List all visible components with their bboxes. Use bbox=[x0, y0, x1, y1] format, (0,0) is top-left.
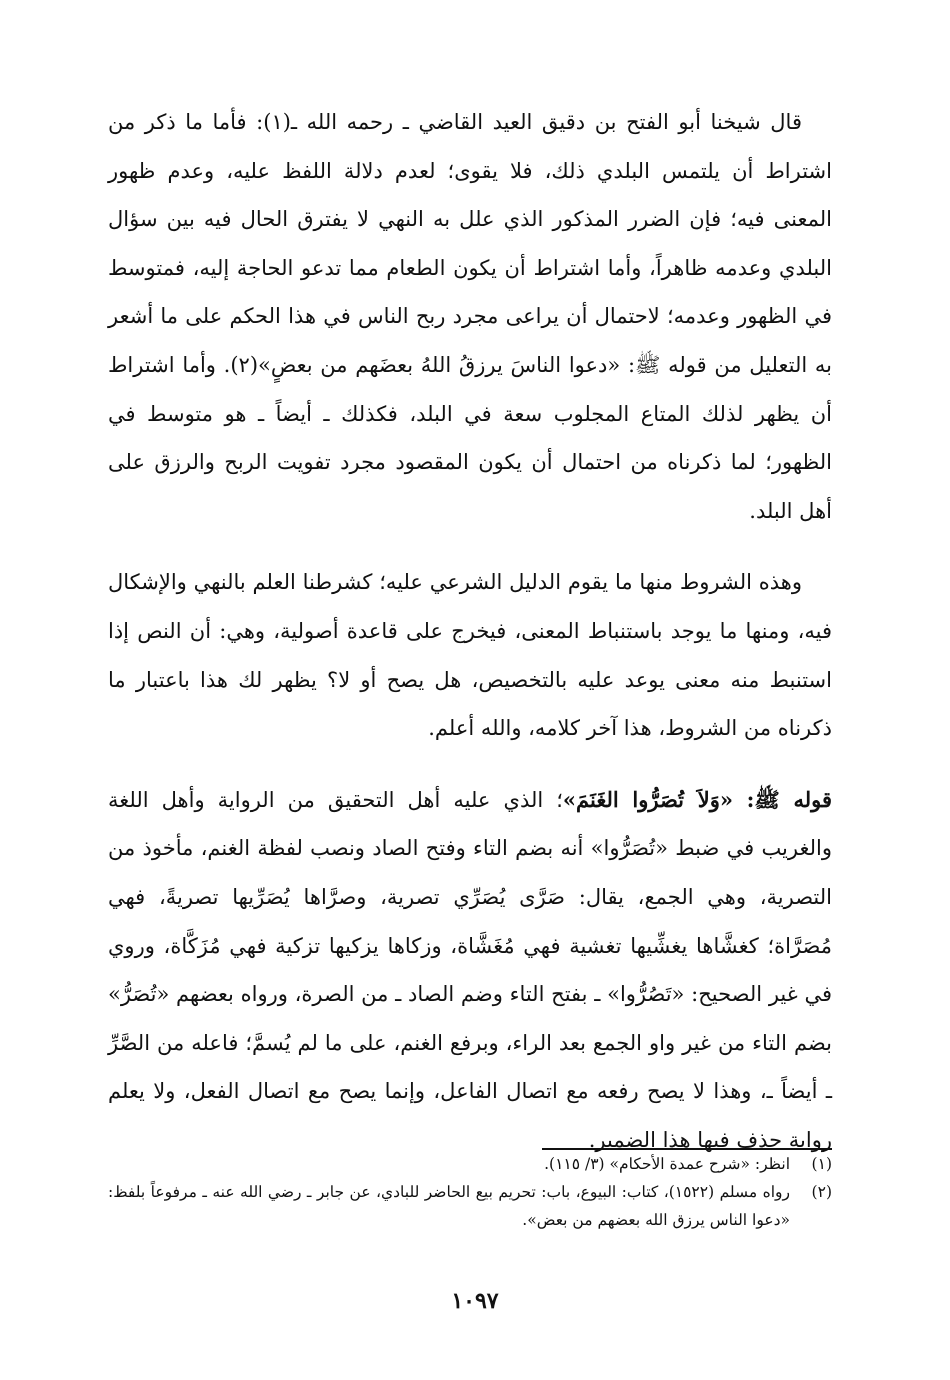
paragraph-3-text: ؛ الذي عليه أهل التحقيق من الرواية وأهل اللغة والغريب في ضبط «تُصَرُّوا» أنه بضم التاء وفتح الصاد ونصب لفظة الغنم، مأخوذ من التصرية، وهي الجمع، يقال: صَرَّى يُصَرِّي تصرية، وصرَّاها يُصَرِّيها تصريةً، فهي مُصَرَّاة؛ كغشَّاها يغشِّيها تغشية فهي مُغَشَّاة، وزكاها يزكيها تزكية فهي مُزَكَّاة، وروي في غير الصحيح: «تَصُرُّوا» ـ بفتح التاء وضم الصاد ـ من الصرة، ورواه بعضهم «تُصَرُّ» بضم التاء من غير واو الجمع بعد الراء، وبرفع الغنم، على ما لم يُسمَّ؛ فاعله من الصَّرِّ ـ أيضاً ـ، وهذا لا يصح رفعه مع اتصال الفاعل، وإنما يصح مع اتصال الفعل، ولا يعلم رواية حذف فيها هذا الضمير. bbox=[108, 787, 832, 1152]
paragraph-3 bbox=[108, 776, 832, 1165]
page-number: ١٠٩٧ bbox=[451, 1288, 499, 1314]
paragraph-2-text: وهذه الشروط منها ما يقوم الدليل الشرعي عليه؛ كشرطنا العلم بالنهي والإشكال فيه، ومنها ما يوجد باستنباط المعنى، فيخرج على قاعدة أصولية، وهي: أن النص إذا استنبط منه معنى يوعد عليه بالتخصيص، هل يصح أو لا؟ يظهر لك هذا باعتبار ما ذكرناه من الشروط، هذا آخر كلامه، والله أعلم. bbox=[108, 570, 832, 741]
hadith-lead: قوله ﷺ: «وَلاَ تُصَرُّوا الغَنَمَ» bbox=[562, 786, 832, 812]
footnote-number: (٢) bbox=[811, 1183, 832, 1201]
footnotes bbox=[108, 1150, 832, 1234]
main-text bbox=[108, 98, 832, 1164]
paragraph-2 bbox=[108, 558, 832, 752]
paragraph-1-text: قال شيخنا أبو الفتح بن دقيق العيد القاضي ـ رحمه الله ـ(١): فأما ما ذكر من اشتراط أن يلتمس البلدي ذلك، فلا يقوى؛ لعدم دلالة اللفظ عليه، وعدم ظهور المعنى فيه؛ فإن الضرر المذكور الذي علل به النهي لا يفترق الحال فيه بين سؤال البلدي وعدمه ظاهراً، وأما اشتراط أن يكون الطعام مما تدعو الحاجة إليه، فمتوسط في الظهور وعدمه؛ لاحتمال أن يراعى مجرد ربح الناس في هذا الحكم على ما أشعر به التعليل من قوله ﷺ: «دعوا الناسَ يرزقُ اللهُ بعضَهم من بعضٍ»(٢). وأما اشتراط أن يظهر لذلك المتاع المجلوب سعة في البلد، فكذلك ـ أيضاً ـ هو متوسط في الظهور؛ لما ذكرناه من احتمال أن يكون المقصود مجرد تفويت الربح والرزق على أهل البلد. bbox=[108, 110, 833, 523]
footnote-1 bbox=[108, 1150, 832, 1178]
footnote-text: رواه مسلم (١٥٢٢)، كتاب: البيوع، باب: تحريم بيع الحاضر للبادي، عن جابر ـ رضي الله عنه ـ مرفوعاً بلفظ: «دعوا الناس يرزق الله بعضهم من بعض». bbox=[108, 1183, 790, 1229]
footnote-number: (١) bbox=[811, 1155, 832, 1173]
footnote-text: انظر: «شرح عمدة الأحكام» (٣/ ١١٥). bbox=[544, 1155, 790, 1173]
paragraph-1 bbox=[108, 98, 832, 535]
footnote-2 bbox=[108, 1178, 832, 1234]
